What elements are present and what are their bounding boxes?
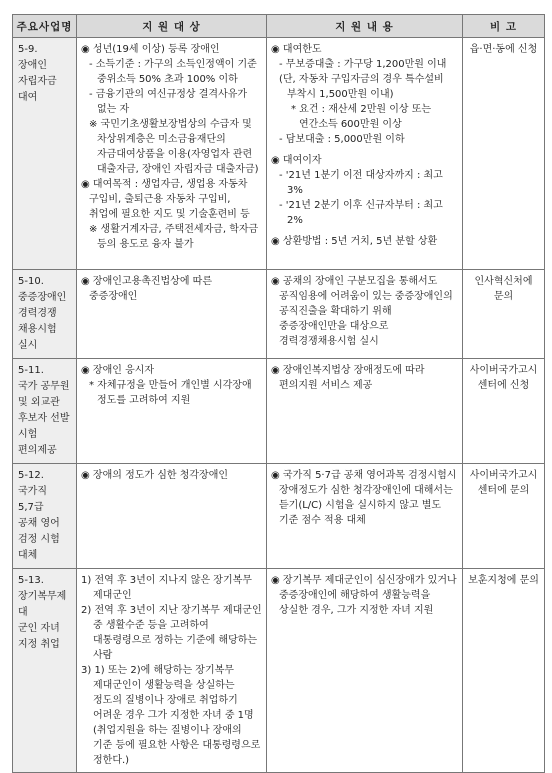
content-cell: [267, 464, 463, 569]
program-name-line: 후보자 선발: [18, 413, 70, 424]
header-program-name: 주요사업명: [13, 15, 77, 38]
program-name-line: 공채 영어: [18, 518, 60, 529]
program-name-line: 채용시험 실시: [18, 324, 57, 351]
program-name-line: 대여: [18, 92, 38, 103]
table-header-row: [13, 15, 545, 38]
target-cell: [77, 270, 267, 359]
content-item: ◉ 상환방법 : 5년 거치, 5년 분할 상환: [271, 236, 438, 247]
program-name-line: 장기복무제대: [18, 591, 67, 618]
program-name-line: 국가직 5,7급: [18, 486, 47, 513]
content-item: ◉ 대여이자: [271, 155, 322, 166]
note-cell: 읍·면·동에 신청: [463, 38, 545, 270]
program-name-line: 자립자금: [18, 76, 57, 87]
content-item: * 요건 : 재산세 2만원 이상 또는 연간소득 600만원 이상: [291, 104, 432, 130]
header-note: 비 고: [463, 15, 545, 38]
target-cell: [77, 359, 267, 464]
content-cell: [267, 569, 463, 773]
target-cell: [77, 464, 267, 569]
program-name-line: 국가 공무원: [18, 381, 70, 392]
program-name-line: 5-12.: [18, 470, 44, 481]
content-cell: [267, 270, 463, 359]
target-item: ※ 생활거계자금, 주택전세자금, 학자금 등의 용도로 융자 불가: [89, 224, 259, 250]
header-content: 지 원 내 용: [267, 15, 463, 38]
program-name-line: 및 외교관: [18, 397, 60, 408]
program-name-line: 5-11.: [18, 365, 44, 376]
content-item: ◉ 대여한도: [271, 44, 322, 55]
program-name-cell: [13, 569, 77, 773]
content-item: - 담보대출 : 5,000만원 이하: [279, 134, 405, 145]
program-name-cell: [13, 464, 77, 569]
content-item: ◉ 국가직 5·7급 공채 영어과목 검정시험시 장애정도가 심한 청각장애인에 대해서는 듣기(L/C) 시험을 실시하지 않고 별도 기준 점수 적용 대체: [271, 470, 457, 526]
content-cell: [267, 359, 463, 464]
content-item: (단, 자동차 구입자금의 경우 특수설비 부착시 1,500만원 이내): [279, 74, 444, 100]
program-name-line: 경력경쟁: [18, 308, 57, 319]
program-name-line: 검정 시험: [18, 534, 60, 545]
program-name-line: 장애인: [18, 60, 47, 71]
note-cell: 보훈지청에 문의: [463, 569, 545, 773]
table-row: [13, 359, 545, 464]
target-item: ◉ 장애인 응시자: [81, 365, 155, 376]
program-name-cell: [13, 270, 77, 359]
table-row: [13, 569, 545, 773]
target-cell: [77, 38, 267, 270]
table-row: [13, 270, 545, 359]
target-item: ◉ 장애인고용촉진법상에 따른 중증장애인: [81, 276, 213, 302]
support-program-table: [12, 14, 545, 773]
content-item: ◉ 장애인복지법상 장애정도에 따라 편의지원 서비스 제공: [271, 365, 425, 391]
program-name-line: 시험 편의제공: [18, 429, 57, 456]
target-item: 3) 1) 또는 2)에 해당하는 장기복무 제대군인이 생활능력을 상실하는 정도의 질병이나 장애로 취업하기 어려운 경우 그가 지정한 자녀 중 1명(취업지원을 하는 질병이나 장애의 기준 등에 필요한 사항은 대통령령으로 정한다.): [81, 665, 261, 766]
content-item: - '21년 2분기 이후 신규자부터 : 최고 2%: [279, 200, 443, 226]
program-name-line: 5-10.: [18, 276, 44, 287]
target-item: 2) 전역 후 3년이 지난 장기복무 제대군인 중 생활수준 등을 고려하여 대통령령으로 정하는 기준에 해당하는 사람: [81, 605, 262, 661]
table-row: [13, 38, 545, 270]
target-item: 1) 전역 후 3년이 지나지 않은 장기복무 제대군인: [81, 575, 252, 601]
content-item: ◉ 장기복무 제대군인이 심신장애가 있거나 중증장애인에 해당하여 생활능력을 상실한 경우, 그가 지정한 자녀 지원: [271, 575, 457, 616]
target-item: * 자체규정을 만들어 개인별 시각장애 정도를 고려하여 지원: [89, 380, 252, 406]
table-row: [13, 464, 545, 569]
target-item: ◉ 대여목적 : 생업자금, 생업용 자동차 구입비, 출퇴근용 자동차 구입비, 취업에 필요한 지도 및 기술훈련비 등: [81, 179, 250, 220]
program-name-line: 5-9.: [18, 44, 38, 55]
content-cell: [267, 38, 463, 270]
target-item: - 금융기관의 여신규정상 결격사유가 없는 자: [89, 89, 248, 115]
target-item: ◉ 장애의 정도가 심한 청각장애인: [81, 470, 229, 481]
content-item: - '21년 1분기 이전 대상자까지 : 최고 3%: [279, 170, 443, 196]
note-cell: 인사혁신처에 문의: [463, 270, 545, 359]
program-name-line: 대체: [18, 550, 38, 561]
program-name-line: 지정 취업: [18, 639, 60, 650]
note-cell: 사이버국가고시센터에 문의: [463, 464, 545, 569]
program-name-line: 5-13.: [18, 575, 44, 586]
program-name-cell: [13, 38, 77, 270]
program-name-line: 중증장애인: [18, 292, 67, 303]
content-item: ◉ 공채의 장애인 구분모집을 통해서도 공직임용에 어려움이 있는 중증장애인의 공직진출을 확대하기 위해 중증장애인만을 대상으로 경력경쟁채용시험 실시: [271, 276, 453, 347]
header-target: 지 원 대 상: [77, 15, 267, 38]
note-cell: 사이버국가고시센터에 신청: [463, 359, 545, 464]
target-item: ◉ 성년(19세 이상) 등록 장애인: [81, 44, 220, 55]
content-item: - 무보증대출 : 가구당 1,200만원 이내: [279, 59, 447, 70]
program-name-cell: [13, 359, 77, 464]
program-name-line: 군인 자녀: [18, 623, 60, 634]
target-item: - 소득기준 : 가구의 소득인정액이 기준 중위소득 50% 초과 100% 이하: [89, 59, 257, 85]
target-item: ※ 국민기초생활보장법상의 수급자 및 차상위계층은 미소금융재단의 자금대여상품을 이용(자영업자 관련 대출자금, 장애인 자립자금 대출자금): [89, 119, 259, 175]
target-cell: [77, 569, 267, 773]
